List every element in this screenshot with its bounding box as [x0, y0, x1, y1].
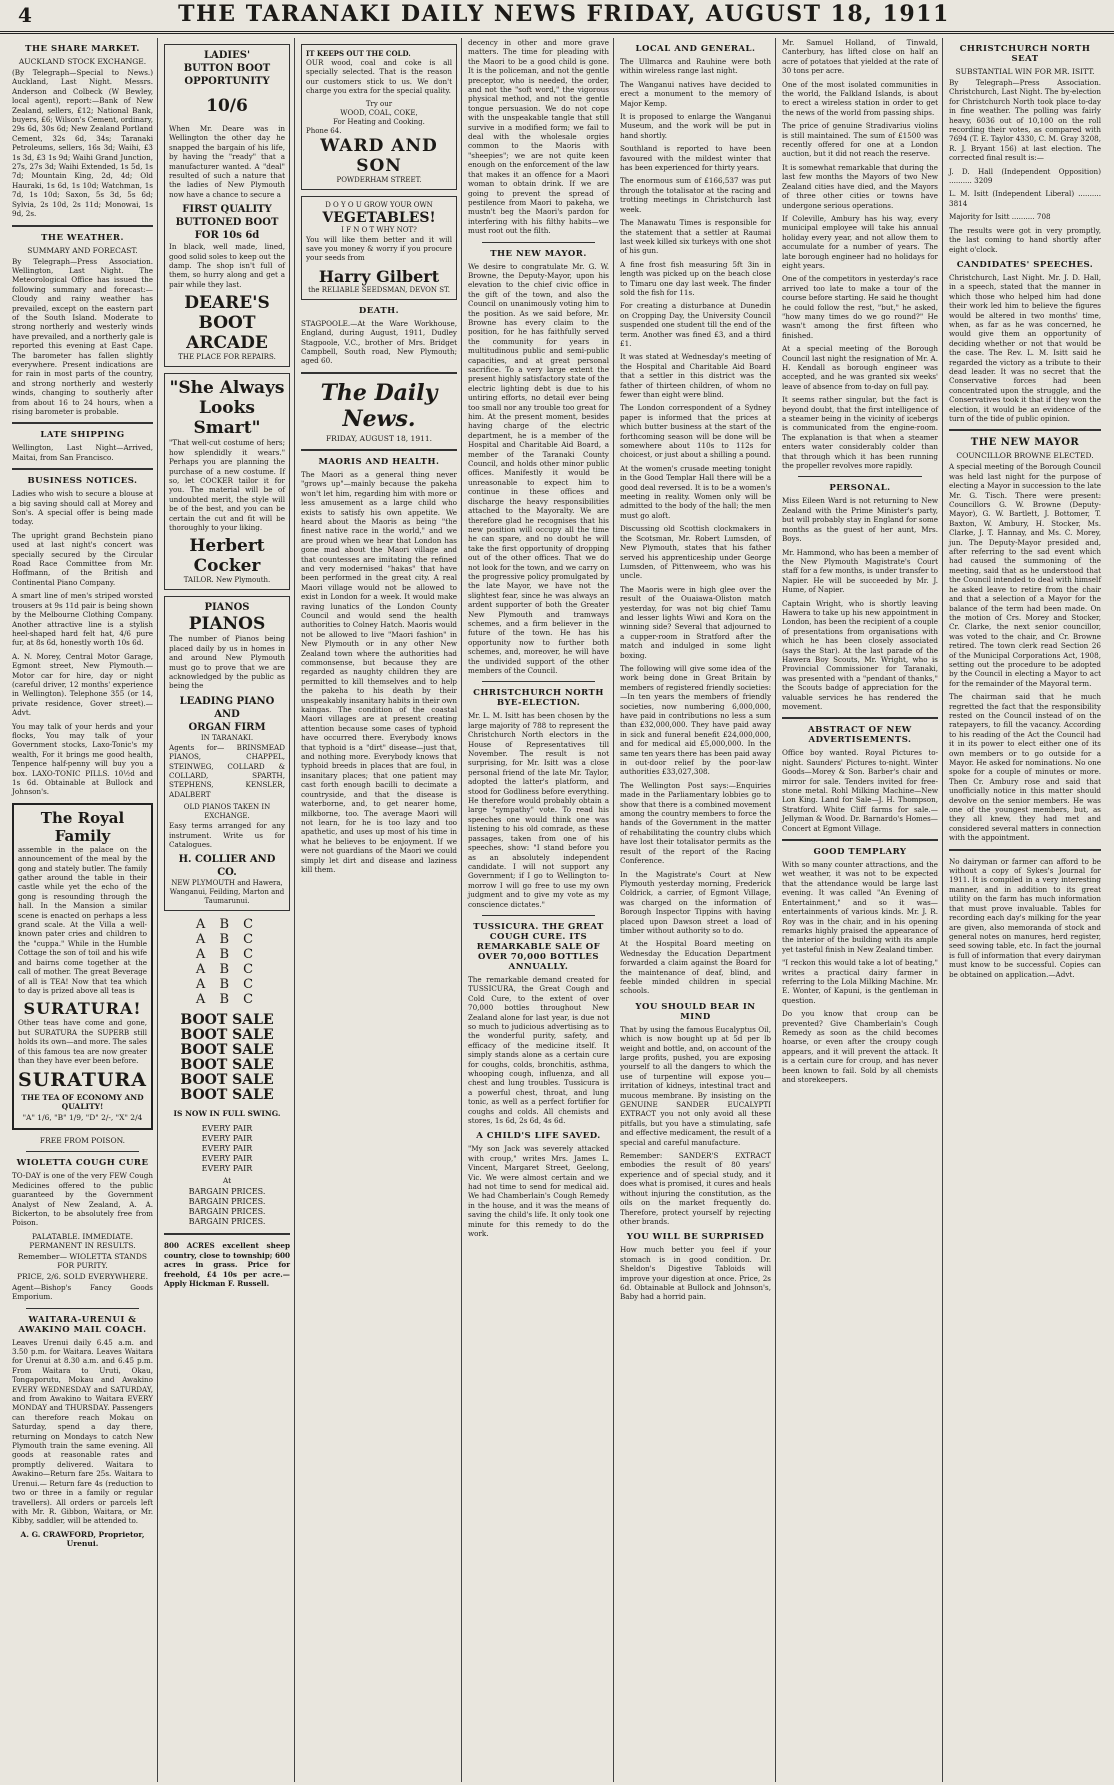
heating-cooking: For Heating and Cooking.	[333, 117, 425, 126]
suratura-grades: "A" 1/6, "B" 1/9, "D" 2/-, "X" 2/4	[22, 1113, 143, 1123]
every-pair-line: EVERY PAIR	[201, 1164, 253, 1174]
divider	[26, 1308, 139, 1309]
weather-subheading: SUMMARY AND FORECAST.	[27, 245, 138, 255]
first-quality-heading: FIRST QUALITY	[182, 204, 272, 216]
business-notices-heading: BUSINESS NOTICES.	[27, 476, 138, 487]
divider	[482, 242, 595, 243]
new-mayor-editorial-text: We desire to congratulate Mr. G. W. Browne, the Deputy-Mayor, upon his elevation to the chief civic office in the gift of the town, and also the Council on unanimously voting him to the position. As we said before, Mr. Browne has every claim to the position, for he has faithfully served the community for years in multitudinous public and semi-public capacities, and at great personal sacrifice. To a very large extent the present highly satisfactory state of the electric lighting debt is due to his untiring efforts, no detail ever being too small nor any trouble too great for him. At the present moment, besides having charge of the electric department, he is a member of the Hospital and Charitable Aid Board, a member of the Taranaki County Council, and holds other minor public offices. Manifestly it would be unreasonable to expect him to continue in these offices and discharge the heavy responsibilities attached to the Mayoralty. We are therefore glad he recognises that his new position will occupy all the time he can spare, and no doubt he will take the first opportunity of dropping out of the other offices. That we do not look for the town, and we carry on the progressive policy promulgated by the late Mayor, we have not the slightest fear, since he was always an ardent supporter of both the Greater New Plymouth and tramways schemes, and a firm believer in the future of the town. He has his opportunity now to further both schemes, and, moreover, he will have the undivided support of the other members of the Council.	[468, 261, 609, 675]
harry-gilbert-ad	[301, 196, 457, 300]
abc-line: A B C	[195, 917, 259, 933]
wioletta-remember: Remember— WIOLETTA STANDS FOR PURITY.	[17, 1251, 148, 1270]
vegetables-heading: VEGETABLES!	[322, 209, 436, 226]
bear-in-mind-heading: YOU SHOULD BEAR IN MIND	[635, 1001, 756, 1022]
local-item: One of the competitors in yesterday's race arrived too late to make a tour of the course before starting. He said he thought he could follow the rest, "but," he asked, "how many times do we go round?" He wasn't among the first fifteen who finished.	[782, 274, 938, 340]
divider	[782, 839, 938, 841]
local-general-heading: LOCAL AND GENERAL.	[635, 44, 756, 54]
local-item: The London correspondent of a Sydney paper is informed that the prices at which butter business at the start of the forthcoming season will be done will be somewhere about 110s to 112s for choicest, or just about a shilling a pound.	[620, 403, 771, 460]
every-pair-line: EVERY PAIR	[201, 1154, 253, 1164]
column-4	[464, 38, 614, 1782]
local-item: At the Hospital Board meeting on Wednesday the Education Department forwarded a claim against the Board for the maintenance of deaf, blind, and feeble minded children in special schools.	[620, 939, 771, 996]
suratura-brand-large: SURATURA	[18, 1069, 148, 1092]
new-mayor-heading: THE NEW MAYOR	[970, 437, 1080, 449]
newspaper-title: THE TARANAKI DAILY NEWS FRIDAY, AUGUST 18, 1911	[178, 1, 950, 27]
new-mayor-editorial-heading: THE NEW MAYOR.	[490, 248, 587, 259]
repairs-note: THE PLACE FOR REPAIRS.	[178, 353, 276, 362]
christchurch-seat-text-2: The results were got in very promptly, the last coming to hand shortly after eight o'clock.	[949, 225, 1101, 254]
personal-item: Miss Eileen Ward is not returning to New Zealand with the Prime Minister's party, but will probably stay in England for some months as the guest of her aunt, Mrs. Boys.	[782, 496, 938, 544]
candidates-speeches-heading: CANDIDATES' SPEECHES.	[956, 259, 1094, 270]
ladies-boot-text: When Mr. Deare was in Wellington the other day he snapped the bargain of his life, by having the "ready" that a manufacturer wanted. A "deal" resulted of such a nature that the ladies of New Plymouth now have a chance to secure a	[169, 124, 285, 199]
pianos-terms: Easy terms arranged for any instrument. Write us for Catalogues.	[169, 821, 285, 850]
local-item: Discussing old Scottish clockmakers in the Scotsman, Mr. Robert Lumsden, of New Plymouth, states that his father served his apprenticeship under George Lumsden, of Pittenweem, who was his uncle.	[620, 524, 771, 581]
boot-arcade-heading: BOOT ARCADE	[186, 313, 268, 354]
share-market-heading: THE SHARE MARKET.	[25, 44, 140, 54]
in-taranaki: IN TARANAKI.	[200, 733, 254, 742]
bargain-prices-line: BARGAIN PRICES.	[188, 1217, 266, 1227]
share-market-text: (By Telegraph—Special to News.) Auckland, Last Night. Messrs. Anderson and Colbeck (W Bewley, local agent), report:—Bank of New Zealand, sellers, £12; National Bank, buyers, £6; Wilson's Cement, ordinary, 29s 6d, 30s 6d; New Zealand Portland Cement, 32s 6d, 34s; Taranaki Petroleums, sellers, 16s 3d; Waihi, £3 1s 3d, £3 1s 9d; Waihi Grand Junction, 27s, 27s 3d; Waihi Extended, 1s 5d, 1s 7d; Mountain King, 2d, 4d; Old Hauraki, 1s 6d, 1s 10d; Watchman, 1s 7d, 1s 10d; Saxon, 5s 3d, 5s 6d; Sylvia, 2s 10d, 2s 11d; Monowai, 1s 9d, 2s.	[12, 68, 153, 219]
suratura-brand: SURATURA!	[23, 999, 142, 1019]
bargain-prices-line: BARGAIN PRICES.	[188, 1207, 266, 1217]
deares-heading: DEARE'S	[184, 293, 270, 314]
divider	[12, 468, 153, 470]
cocker-tailor-ad	[164, 373, 290, 590]
local-item: If Coleville, Ambury has his way, every municipal employee will take his annual holiday every year, and not allow them to accumulate for a number of years. The late borough engineer had no holidays for eight years.	[782, 213, 938, 270]
masthead	[0, 0, 1114, 34]
every-pair-line: EVERY PAIR	[201, 1124, 253, 1134]
ladies-boot-ad	[164, 44, 290, 367]
free-from-poison: FREE FROM POISON.	[39, 1136, 126, 1146]
collier-heading: H. COLLIER AND CO.	[178, 854, 276, 879]
local-item: It seems rather singular, but the fact is beyond doubt, that the first intelligence of a steamer being in the vicinity of icebergs is communicated from the engine-room. The explanation is that when a steamer enters water considerably colder than that through which it has been running the propeller revolves more rapidly.	[782, 395, 938, 471]
result-line: Majority for Isitt .......... 708	[949, 212, 1051, 222]
business-notice: Ladies who wish to secure a blouse at a big saving should call at Morey and Son's. A special offer is being made today.	[12, 489, 153, 527]
personal-item: Captain Wright, who is shortly leaving Hawera to take up his new appointment in London, has been the recipient of a couple of presentations from organisations with which he has been closely associated (says the Star). At the last parade of the Hawera Boy Scouts, Mr. Wright, who is Provincial Commissioner for Taranaki, was presented with a "pendant of thanks," the Scouts badge of appreciation for the valuable services he has rendered the movement.	[782, 598, 938, 711]
shipping-heading: LATE SHIPPING	[40, 430, 125, 441]
milking-machine-text: "I reckon this would take a lot of beating," writes a practical dairy farmer in referring to the Lola Milking Machine. Mr. E. Wonter, of Kapuni, is the gentleman in question.	[782, 958, 938, 1005]
laxo-tonic-ad: You may talk of your herds and your flocks, You may talk of your Government stocks, Laxo-Tonic's my wealth, For it brings me good health, Tenpence half-penny will buy you a box. LAXO-TONIC PILLS. 10½d and 1s 6d. Obtainable at Bullock and Johnson's.	[12, 721, 153, 797]
divider	[949, 429, 1101, 431]
divider	[26, 1151, 139, 1152]
looks-smart-heading: Looks Smart"	[193, 398, 261, 439]
ward-address: POWDERHAM STREET.	[336, 175, 422, 184]
abc-line: A B C	[195, 932, 259, 948]
bye-election-heading: CHRISTCHURCH NORTH BYE-ELECTION.	[473, 688, 604, 709]
agents-list: Agents for— BRINSMEAD PIANOS, CHAPPEL, STEINWEG, COLLARD & COLLARD, SPARTH, STEPHENS, KENSLER, ADALBERT	[169, 742, 285, 799]
new-mayor-text-2: The chairman said that he much regretted the fact that the responsibility rested on the Council instead of on the ratepayers, to fill the vacancy. According to his reading of the Act the Council had it in its power to elect either one of its own members or to go outside for a Mayor. He asked for nominations. No one spoke for a couple of minutes or more. Then Cr. Ambury rose and said that unofficially notice in this matter should devolve on the senior members. He was one of the youngest members, but, as they all knew, they had met and considered several matters in connection with the appointment.	[949, 692, 1101, 843]
christchurch-seat-text: By Telegraph—Press Association. Christchurch, Last Night. The by-election for Christchurch North took place to-day in fine weather. The polling was fairly heavy, 6036 out of 10,100 on the roll recording their votes, as compared with 7694 (T. E. Taylor 4330, C. M. Gray 3208, R. J. Bryant 156) at last election. The corrected final result is:—	[949, 78, 1101, 163]
now-in-full-swing: IS NOW IN FULL SWING.	[173, 1109, 281, 1119]
divider	[482, 915, 595, 916]
abc-line: A B C	[195, 992, 259, 1008]
mail-coach-text: Leaves Urenui daily 6.45 a.m. and 3.50 p.m. for Waitara. Leaves Waitara for Urenui at 8.30 a.m. and 6.45 p.m. From Waitara to Uruti, Okau, Tongaporutu, Mokau and Awakino EVERY WEDNESDAY and SATURDAY, and from Awakino to Waitara EVERY MONDAY and THURSDAY. Passengers can therefore reach Mokau on Saturday, spend a day there, returning on Mondays to catch New Plymouth train the same evening. All goods at reasonable rates and promptly delivered. Waitara to Awakino—Return fare 25s. Waitara to Urenui.— Return fare 4s (reduction to two or three in a family or regular travellers). All orders or parcels left with Mr. R. Gibbon, Waitara, or Mr. Kibby, saddler, will be attended to.	[12, 1337, 153, 1526]
sykes-journal-text: No dairyman or farmer can afford to be without a copy of Sykes's Journal for 1911. It is compiled in a very interesting manner, and in addition to its great utility on the farm has much information that must prove invaluable. Tables for recording each day's milking for the year are given, also memoranda of stock and general notes on manures, herd register, seed sowing table, etc. In fact the journal is full of information that every dairyman must know to be successful. Copies can be obtained on application.—Advt.	[949, 856, 1101, 979]
local-item: The price of genuine Stradivarius violins is still maintained. The sum of £1500 was recently offered for one at a London auction, but it did not reach the reserve.	[782, 121, 938, 159]
pianos-exchange: OLD PIANOS TAKEN IN EXCHANGE.	[183, 803, 271, 821]
pianos-small-heading: PIANOS	[204, 602, 250, 614]
boot-sale-line: BOOT SALE	[180, 1042, 274, 1059]
phone-number: Phone 64.	[306, 126, 342, 135]
local-item: The Manawatu Times is responsible for the statement that a settler at Raumai last week killed six turkeys with one shot of his gun.	[620, 218, 771, 256]
pianos-text: The number of Pianos being placed daily by us in homes in and around New Plymouth must go to prove that we are acknowledged by the public as being the	[169, 634, 285, 691]
the-daily-news-nameplate: The Daily News.	[320, 379, 438, 432]
divider	[798, 476, 923, 477]
local-item: At a special meeting of the Borough Council last night the resignation of Mr. A. H. Kendall as borough engineer was accepted, and he was granted six weeks' leave of absence from to-day on full pay.	[782, 344, 938, 391]
share-market-subheading: AUCKLAND STOCK EXCHANGE.	[18, 57, 147, 66]
seeds-text: You will like them better and it will save you money & worry if you procure your seeds from	[306, 234, 452, 263]
business-notice: The upright grand Bechstein piano used at last night's concert was specially secured by the Circular Road Race Committee from Mr. Hoffmann, of the British and Continental Piano Company.	[12, 530, 153, 587]
death-notice: STAGPOOLE.—At the Ware Workhouse, England, during August, 1911, Dudley Stagpoole, V.C., brother of Mrs. Bridget Campbell, South road, New Plymouth; aged 60.	[301, 318, 457, 366]
keeps-out-cold: IT KEEPS OUT THE COLD.	[306, 49, 411, 58]
opportunity-heading: OPPORTUNITY	[184, 76, 270, 87]
local-item: The following will give some idea of the work being done in Great Britain by members of registered friendly societies:—In ten years the members of friendly societies, now numbering 6,000,000, have paid in contributions no less a sum than £32,000,000. They have paid away in sick and funeral benefit £24,000,000, and for medical aid £5,000,000. In the same ten years there has been paid away in out-door relief by the poor-law authorities £33,027,308.	[620, 663, 771, 777]
first-quality-text: In black, well made, lined, good solid soles to keep out the damp. The shop isn't full of them, so hurry along and get a pair while they last.	[169, 242, 285, 289]
abc-line: A B C	[195, 962, 259, 978]
bear-in-mind-text: That by using the famous Eucalyptus Oil, which is now bought up at 5d per lb weight and bottle, and, on account of the large profits, pushed, you are exposing yourself to all the dangers to which the use of turpentine will expose you—irritation of kidneys, intestinal tract and mucous membrane. By insisting on the GENUINE SANDER EUCALYPTI EXTRACT you not only avoid all these pitfalls, but you have a stimulating, safe and effective medicament, the result of a special and careful manufacture.	[620, 1024, 771, 1147]
local-item: In the Magistrate's Court at New Plymouth yesterday morning, Frederick Coldrick, a carrier, of Egmont Village, was charged on the information of Borough Inspector Tippins with having placed upon Dawson street a load of timber without authority so to do.	[620, 869, 771, 935]
ladies-heading: LADIES'	[203, 50, 251, 61]
boot-sale-line: BOOT SALE	[180, 1012, 274, 1029]
wioletta-claims: PALATABLE. IMMEDIATE. PERMANENT IN RESULTS.	[29, 1231, 136, 1250]
boot-price-heading: FOR 10s 6d	[194, 230, 260, 242]
local-item: At the women's crusade meeting tonight in the Good Templar Hall there will be a good deal reversed. It is to be a women's meeting in reality. Women only will be admitted to the body of the hall; the men must go aloft.	[620, 463, 771, 520]
candidates-speeches-text: Christchurch, Last Night. Mr. J. D. Hall, in a speech, stated that the manner in which those who helped him had done their work led him to believe the figures would be altered in two months' time, when, as far as he was concerned, he would give them an opportunity of deciding whether or not that would be the case. The Rev. L. M. Isitt said he regarded the victory as a tribute to their dead leader. It was no secret that the Conservative forces had been concentrated upon the struggle, and the Conservatives took it that if they won the election, it would be an evidence of the turn of the tide of public opinion.	[949, 272, 1101, 423]
page-columns	[8, 38, 1106, 1782]
column-6	[778, 38, 943, 1782]
she-always-heading: "She Always	[169, 378, 285, 399]
suratura-tagline: THE TEA OF ECONOMY AND QUALITY!	[21, 1093, 144, 1112]
croup-text: Do you know that croup can be prevented? Give Chamberlain's Cough Remedy as soon as the child becomes hoarse, or even after the croupy cough appears, and it will prevent the attack. It is a certain cure for croup, and has never been known to fail. Sold by all chemists and storekeepers.	[782, 1009, 938, 1084]
acres-ad: 800 ACRES excellent sheep country, close to township; 600 acres in grass. Price for freehold, £4 10s per acre.—Apply Hickman F. Russell.	[164, 1241, 290, 1289]
wioletta-price: PRICE, 2/6. SOLD EVERYWHERE.	[16, 1271, 149, 1281]
leading-piano-heading: LEADING PIANO AND	[179, 695, 275, 720]
column-5	[616, 38, 776, 1782]
cocker-text: "That well-cut costume of hers; how splendidly it wears." Perhaps you are planning the purchase of a new costume. If so, let COCKER tailor it for you. The material will be of undoubted merit, the style will be of the best, and you can be certain the cut and fit will be thoroughly to your liking.	[169, 438, 285, 532]
harry-gilbert-name: Harry Gilbert	[318, 266, 440, 286]
royal-family-title: The Royal Family	[40, 808, 125, 845]
divider	[164, 1233, 290, 1235]
abstract-list: Office boy wanted. Royal Pictures to-night. Saunders' Pictures to-night. Winter Goods—Morey & Son. Barber's chair and mirror for sale. Tenders invited for free-stone metal. Rohl Milking Machine—New Lon King. Land for Sale—J. H. Thompson, Stratford. White Cliff farms for sale.—Jellyman & Wood. Dr. Barnardo's Homes—Concert at Egmont Village.	[782, 748, 938, 833]
every-pair-line: EVERY PAIR	[201, 1144, 253, 1154]
abc-line: A B C	[195, 977, 259, 993]
bargain-prices-line: BARGAIN PRICES.	[188, 1187, 266, 1197]
local-item: It was stated at Wednesday's meeting of the Hospital and Charitable Aid Board that a settler in this district was the father of thirteen children, of whom no fewer than eight were blind.	[620, 352, 771, 399]
local-item: A fine frost fish measuring 5ft 3in in length was picked up on the beach close to Timaru one day last week. The finder sold the fish for 11s.	[620, 259, 771, 297]
local-item: The Wellington Post says:—Enquiries made in the Parliamentary lobbies go to show that there is a combined movement among the country members to force the hands of the Government in the matter of rehabilitating the country clubs which have lost their totalisator permits as the result of the report of the Racing Conference.	[620, 780, 771, 866]
royal-family-text-2: Other teas have come and gone, but SURATURA the SUPERB still holds its own—and more. The sales of this famous tea are now greater than they have ever been before.	[18, 1018, 147, 1065]
child-life-text: "My son Jack was severely attacked with croup," writes Mrs. James L. Vincent, Margaret Street, Geelong, Vic. We were almost certain and we had not time to send for medical aid. We had Chamberlain's Cough Remedy in the house, and it was the means of saving the child's life. It only took one minute for this remedy to do the work.	[468, 1144, 609, 1239]
boot-sale-line: BOOT SALE	[180, 1057, 274, 1074]
at-label: At	[222, 1176, 232, 1186]
buttoned-boot-heading: BUTTONED BOOT	[175, 217, 279, 229]
pianos-heading: PIANOS	[188, 614, 266, 635]
divider	[12, 422, 153, 424]
herbert-cocker-name: Herbert Cocker	[189, 536, 265, 577]
weather-heading: THE WEATHER.	[41, 232, 124, 243]
royal-family-text: assemble in the palace on the announcement of the meal by the gong and stately butler. The family gather around the table in their castle while yet the echo of the gong is resounding through the hall. In the Mansion a similar scene is enacted on perhaps a less grand scale. At the Villa a well-known pater cries and children to the "cuppa." While in the Humble Cottage the son of toil and his wife and bairns come together at the call of mother. The great Beverage of all is TEA! Now that tea which to day is prized above all teas is	[18, 844, 147, 995]
result-line: J. D. Hall (Independent Opposition) .......... 3209	[949, 166, 1101, 186]
child-life-heading: A CHILD'S LIFE SAVED.	[476, 1131, 601, 1142]
every-pair-line: EVERY PAIR	[201, 1134, 253, 1144]
local-item: The enormous sum of £166,537 was put through the totalisator at the racing and trotting meetings in Christchurch last week.	[620, 176, 771, 214]
cocker-subtitle: TAILOR. New Plymouth.	[183, 576, 271, 585]
good-templary-heading: GOOD TEMPLARY	[813, 847, 907, 858]
maoris-health-continued: decency in other and more grave matters. The time for pleading with the Maori to be a good child is gone. It is the policeman, and not the gentle preceptor, who is needed, the order, and not the "soft word," the vigorous physical method, and not the gentle tongue persuasion. We do not cope with the unspeakable tangle that still survive in a modified form; we fail to deal with the wholesale orgies common to the Maoris with "sheepies"; we are not quite keen enough on the enforcement of the law that makes it an offence for a Maori woman to obtain drink. If we are going to prevent the spread of pestilence from Maori to pakeha, we mustn't beg the Maori's pardon for interfering with his filthy habits—we must root out the filth.	[468, 38, 609, 236]
local-item: It is proposed to enlarge the Wanganui Museum, and the work will be put in hand shortly.	[620, 112, 771, 140]
royal-family-tea-ad	[12, 803, 153, 1131]
local-item: Mr. Samuel Holland, of Tinwald, Canterbury, has lifted close on half an acre of potatoes that yielded at the rate of 30 tons per acre.	[782, 38, 938, 76]
column-3	[297, 38, 462, 1782]
boot-sale-line: BOOT SALE	[180, 1027, 274, 1044]
issue-date: FRIDAY, AUGUST 18, 1911.	[325, 433, 433, 443]
tussicura-heading: TUSSICURA. THE GREAT COUGH CURE. ITS REMARKABLE SALE OF OVER 70,000 BOTTLES ANNUALLY.	[473, 921, 604, 972]
shipping-text: Wellington, Last Night—Arrived, Maitai, from San Francisco.	[12, 443, 153, 462]
harry-gilbert-subtitle: the RELIABLE SEEDSMAN, DEVON ST.	[308, 285, 450, 294]
divider	[782, 717, 938, 719]
local-item: It is somewhat remarkable that during the last few months the Mayors of two New Zealand cities have died, and the Mayors of three other cities or towns have undergone serious operations.	[782, 162, 938, 210]
collier-subtitle: NEW PLYMOUTH and Hawera, Wanganui, Feilding, Marton and Taumarunui.	[169, 879, 285, 906]
maoris-health-text: The Maori as a general thing never "grows up"—mainly because the pakeha won't let him, regarding him with more or less amusement as a large child who exists to satisfy his own appetite. We heard about the Maoris as being "the finest native race in the world," and we are proud when we hear that London has gone mad about the Maori village and that countesses are imitating the refined and very modernised "hakas" that have been performed in the great city. A real Maori village would not be allowed to exist in London for a week. It would make raving lunatics of the London County Council and would send the health authorities to Colney Hatch. Maoris would not be allowed to live "Maori fashion" in New Plymouth or in any other New Zealand town where the authorities had commonsense, but because they are regarded as naughty children they are permitted to kill themselves and to help the pakeha to his death by their unspeakably insanitary habits in their own kaingas. The condition of the coastal Maori villages are at present creating attention because some cases of typhoid have occurred there. Everybody knows that typhoid is a "dirt" disease—just that, and nothing more. Everybody knows that typhoid breeds in places that are foul, in insanitary places; that one patient may cast forth enough bacilli to decimate a countryside, and that the disease is waterborne, and, to get nearer home, milkborne, too. The average Maori will not learn, for he is too lazy and too apathetic, and uses up most of his time in what he believes to be enjoyment. If we were not guardians of the Maori we could simply let dirt and disease and laziness kill them.	[301, 469, 457, 874]
divider	[482, 681, 595, 682]
mail-coach-proprietor: A. G. CRAWFORD, Proprietor, Urenui.	[20, 1529, 145, 1548]
ward-and-son-name: WARD AND SON	[320, 135, 438, 176]
local-item: The Maoris were in high glee over the result of the Ouaiawa-Oliston match yesterday, for was not big chief Tamu and lesser lights Wiwi and Kora on the winning side? Several that adjourned to a cupper-room in Stratford after the match and indulged in some light boxing.	[620, 584, 771, 660]
ward-and-son-ad	[301, 44, 457, 190]
divider	[301, 449, 457, 451]
wioletta-heading: WIOLETTA COUGH CURE	[16, 1158, 149, 1169]
wioletta-agent: Agent—Bishop's Fancy Goods Emporium.	[12, 1282, 153, 1302]
organ-firm-heading: ORGAN FIRM	[188, 721, 266, 733]
death-heading: DEATH.	[358, 305, 400, 316]
page-number: 4	[18, 3, 32, 27]
maoris-health-heading: MAORIS AND HEALTH.	[318, 456, 440, 467]
local-item: The Ullmarca and Rauhine were both within wireless range last night.	[620, 57, 771, 76]
weather-text: By Telegraph—Press Association. Wellington, Last Night. The Meteorological Office has issued the following summary and forecast:—Cloudy and rainy weather has prevailed, except on the eastern part of the South Island. Moderate to strong northerly and westerly winds have prevailed, and a northerly gale is reported this evening at East Cape. The barometer has fallen slightly everywhere. Present indications are for rain in most parts of the country, and strong northerly and westerly winds, changing to southerly after from about 16 to 24 hours, when a rising barometer is probable.	[12, 256, 153, 416]
boot-sale-ad	[164, 917, 290, 1227]
mail-coach-heading: WAITARA-URENUI & AWAKINO MAIL COACH.	[18, 1314, 147, 1335]
new-mayor-text: A special meeting of the Borough Council was held last night for the purpose of electing a Mayor in succession to the late Mr. G. Tisch. There were present: Councillors G. W. Browne (Deputy-Mayor), G. W. Bartlett, J. Bottomer, T. Baxton, W. Ambury, H. Stocker, Ms. Clarke, J. T. Hannay, and Ms. C. Morey, jun. The Deputy-Mayor presided and, after referring to the sad event which had caused the summoning of the meeting, said that as he understood that the Council intended to deal with himself he asked leave to retire from the chair and that a selection of a Mayor for the balance of the term had been made. On the motion of Crs. Morey and Stocker, Cr. Clarke, the next senior councillor, was voted to the chair, and Cr. Browne retired. The town clerk read Section 26 of the Municipal Corporations Act, 1908, setting out the procedure to be adopted by the Council in electing a Mayor to act for the remainder of the Mayoral term.	[949, 462, 1101, 688]
bear-in-mind-text-2: Remember: SANDER'S EXTRACT embodies the result of 80 years' experience and of special study, and it does what is promised, it cures and heals without injuring the constitution, as the oils on the market frequently do. Therefore, protect yourself by rejecting other brands.	[620, 1151, 772, 1226]
divider	[301, 372, 457, 374]
button-boot-heading: BUTTON BOOT	[183, 63, 271, 74]
divider	[12, 225, 153, 227]
tussicura-text: The remarkable demand created for TUSSICURA, the Great Cough and Cold Cure, to the extent of over 70,000 bottles throughout New Zealand alone for last year, is due not so much to judicious advertising as to the wonderful purity, safety, and efficacy of the medicine itself. It simply stands alone as a certain cure for coughs, colds, bronchitis, asthma, whooping cough, influenza, and all chest and lung troubles. Tussicura is a powerful chest, throat, and lung tonic, as well as a perfect fortifier for coughs and colds. All chemists and stores, 1s 6d, 2s 6d, 4s 6d.	[468, 974, 609, 1126]
try-our: Try our	[365, 99, 393, 108]
grow-your-own: D O Y O U GROW YOUR OWN	[325, 200, 433, 209]
boot-sale-line: BOOT SALE	[180, 1087, 274, 1104]
boot-sale-line: BOOT SALE	[180, 1072, 274, 1089]
surprised-heading: YOU WILL BE SURPRISED	[626, 1232, 765, 1243]
personal-item: Mr. Hammond, who has been a member of the New Plymouth Magistrate's Court staff for a few months, is under transfer to Napier. He will be succeeded by Mr. J. Hume, of Napier.	[782, 547, 938, 595]
wood-coal-text: OUR wood, coal and coke is all specially selected. That is the reason our customers stick to us. We don't charge you extra for the special quality.	[306, 58, 452, 96]
local-item: Southland is reported to have been favoured with the mildest winter that has been experienced for thirty years.	[620, 144, 771, 173]
surprised-text: How much better you feel if your stomach is in good condition. Dr. Sheldon's Digestive Tabloids will improve your digestion at once. Price, 2s 6d. Obtainable at Bullock and Johnson's, Baby had a horrid pain.	[620, 1245, 771, 1302]
good-templary-text: With so many counter attractions, and the wet weather, it was not to be expected that the attendance would be large last evening. It was called "An Evening of Entertainment," and so it was—entertainments of various kinds. Mr. J. R. Roy was in the chair, and in his opening remarks highly praised the appearance of the interior of the building with its ample yet tasteful finish in New Zealand timber.	[782, 860, 938, 954]
boot-price: 10/6	[206, 96, 248, 116]
fuels-list: WOOD, COAL, COKE,	[340, 108, 418, 117]
new-mayor-subheading: COUNCILLOR BROWNE ELECTED.	[956, 451, 1094, 461]
if-not-why-not: I F N O T WHY NOT?	[341, 225, 417, 234]
christchurch-seat-subheading: SUBSTANTIAL WIN FOR MR. ISITT.	[955, 67, 1095, 76]
personal-heading: PERSONAL.	[829, 483, 891, 494]
column-7	[945, 38, 1105, 1782]
column-2	[160, 38, 295, 1782]
bye-election-text: Mr. L. M. Isitt has been chosen by the large majority of 788 to represent the Christchurch North electors in the House of Representatives till November. The result is not surprising, for Mr. Isitt was a close personal friend of the late Mr. Taylor, adopted the latter's platform, and stood for Godliness before everything. He therefore would probably obtain a large "sympathy" vote. To read his speeches one would think one was listening to his old comrade, as these passages, taken from one of his speeches, show: "I stand before you as an absolutely independent candidate. I will not support any Government; if I go to Wellington to-morrow I will go free to use my own judgment and to give my vote as my conscience dictates."	[468, 711, 609, 909]
local-item: The Wanganui natives have decided to erect a monument to the memory of Major Kemp.	[620, 79, 771, 108]
abc-line: A B C	[195, 947, 259, 963]
wioletta-text: TO-DAY is one of the very FEW Cough Medicines offered to the public guaranteed by the Government Analyst of New Zealand, A. A. Bickerton, to be absolutely free from Poison.	[12, 1171, 153, 1228]
business-notice: A. N. Morey, Central Motor Garage, Egmont street, New Plymouth.—Motor car for hire, day or night (careful driver, 12 months' experience in Wellington). Telephone 355 (or 14, private residence, Gover street).—Advt.	[12, 651, 153, 718]
business-notice: A smart line of men's striped worsted trousers at 9s 11d pair is being shown by the Melbourne Clothing Company. Another attractive line is a stylish heel-shaped hard felt hat, 4/6 pure fur, at 8s 6d, honestly worth 10s 6d.	[12, 591, 153, 648]
pianos-ad	[164, 596, 290, 911]
christchurch-seat-heading: CHRISTCHURCH NORTH SEAT	[959, 44, 1091, 64]
local-item: For creating a disturbance at Dunedin on Cropping Day, the University Council suspended one student till the end of the term. Another was fined £3, and a third £1.	[620, 301, 771, 348]
divider	[949, 849, 1101, 851]
result-line: L. M. Isitt (Independent Liberal) .......... 3814	[949, 189, 1101, 208]
abstract-heading: ABSTRACT OF NEW ADVERTISEMENTS.	[808, 725, 912, 746]
local-item: One of the most isolated communities in the world, the Falkland Islands, is about to erect a wireless station in order to get the news of the world from passing ships.	[782, 79, 938, 117]
column-1	[8, 38, 158, 1782]
bargain-prices-line: BARGAIN PRICES.	[188, 1197, 266, 1207]
